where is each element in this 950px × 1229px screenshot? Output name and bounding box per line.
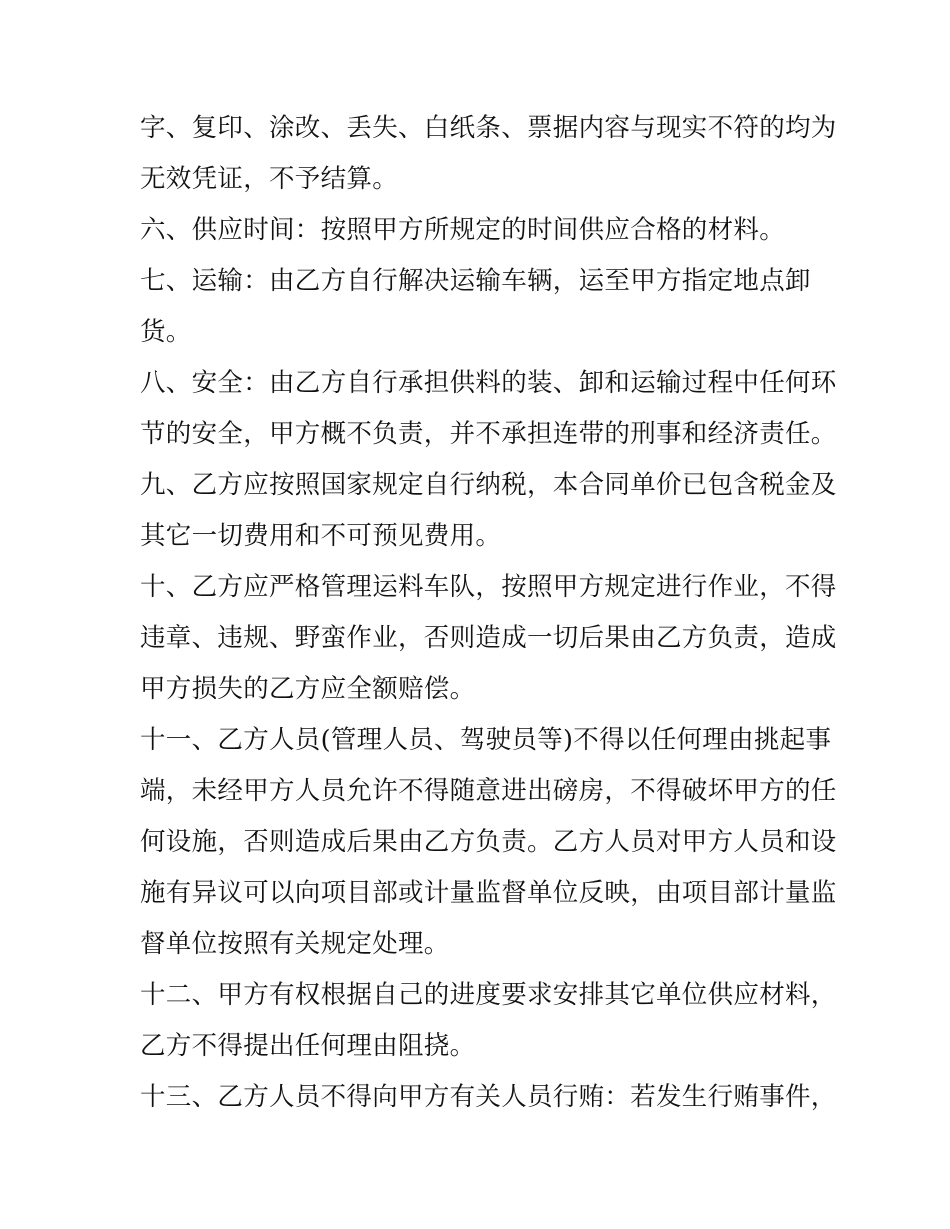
text-line: 六、供应时间：按照甲方所规定的时间供应合格的材料。 <box>140 215 786 245</box>
document-body <box>140 103 837 1123</box>
text-line: 十、乙方应严格管理运料车队，按照甲方规定进行作业，不得 <box>140 572 837 602</box>
text-line: 施有异议可以向项目部或计量监督单位反映，由项目部计量监 <box>140 878 837 908</box>
text-line: 八、安全：由乙方自行承担供料的装、卸和运输过程中任何环 <box>140 368 837 398</box>
text-line: 违章、违规、野蛮作业，否则造成一切后果由乙方负责，造成 <box>140 623 837 653</box>
text-line: 九、乙方应按照国家规定自行纳税，本合同单价已包含税金及 <box>140 470 837 500</box>
text-line: 十二、甲方有权根据自己的进度要求安排其它单位供应材料， <box>140 980 837 1010</box>
text-line: 端，未经甲方人员允许不得随意进出磅房，不得破坏甲方的任 <box>140 776 837 806</box>
text-line: 货。 <box>140 317 192 347</box>
text-line: 节的安全，甲方概不负责，并不承担连带的刑事和经济责任。 <box>140 419 837 449</box>
text-line: 何设施，否则造成后果由乙方负责。乙方人员对甲方人员和设 <box>140 827 837 857</box>
text-line: 其它一切费用和不可预见费用。 <box>140 521 502 551</box>
text-line: 督单位按照有关规定处理。 <box>140 929 450 959</box>
text-line: 十三、乙方人员不得向甲方有关人员行贿：若发生行贿事件， <box>140 1082 837 1112</box>
text-line: 甲方损失的乙方应全额赔偿。 <box>140 674 476 704</box>
text-line: 字、复印、涂改、丢失、白纸条、票据内容与现实不符的均为 <box>140 113 837 143</box>
text-line: 七、运输：由乙方自行解决运输车辆，运至甲方指定地点卸 <box>140 266 811 296</box>
text-line: 无效凭证，不予结算。 <box>140 164 399 194</box>
text-line: 乙方不得提出任何理由阻挠。 <box>140 1031 476 1061</box>
text-line: 十一、乙方人员(管理人员、驾驶员等)不得以任何理由挑起事 <box>140 725 832 755</box>
